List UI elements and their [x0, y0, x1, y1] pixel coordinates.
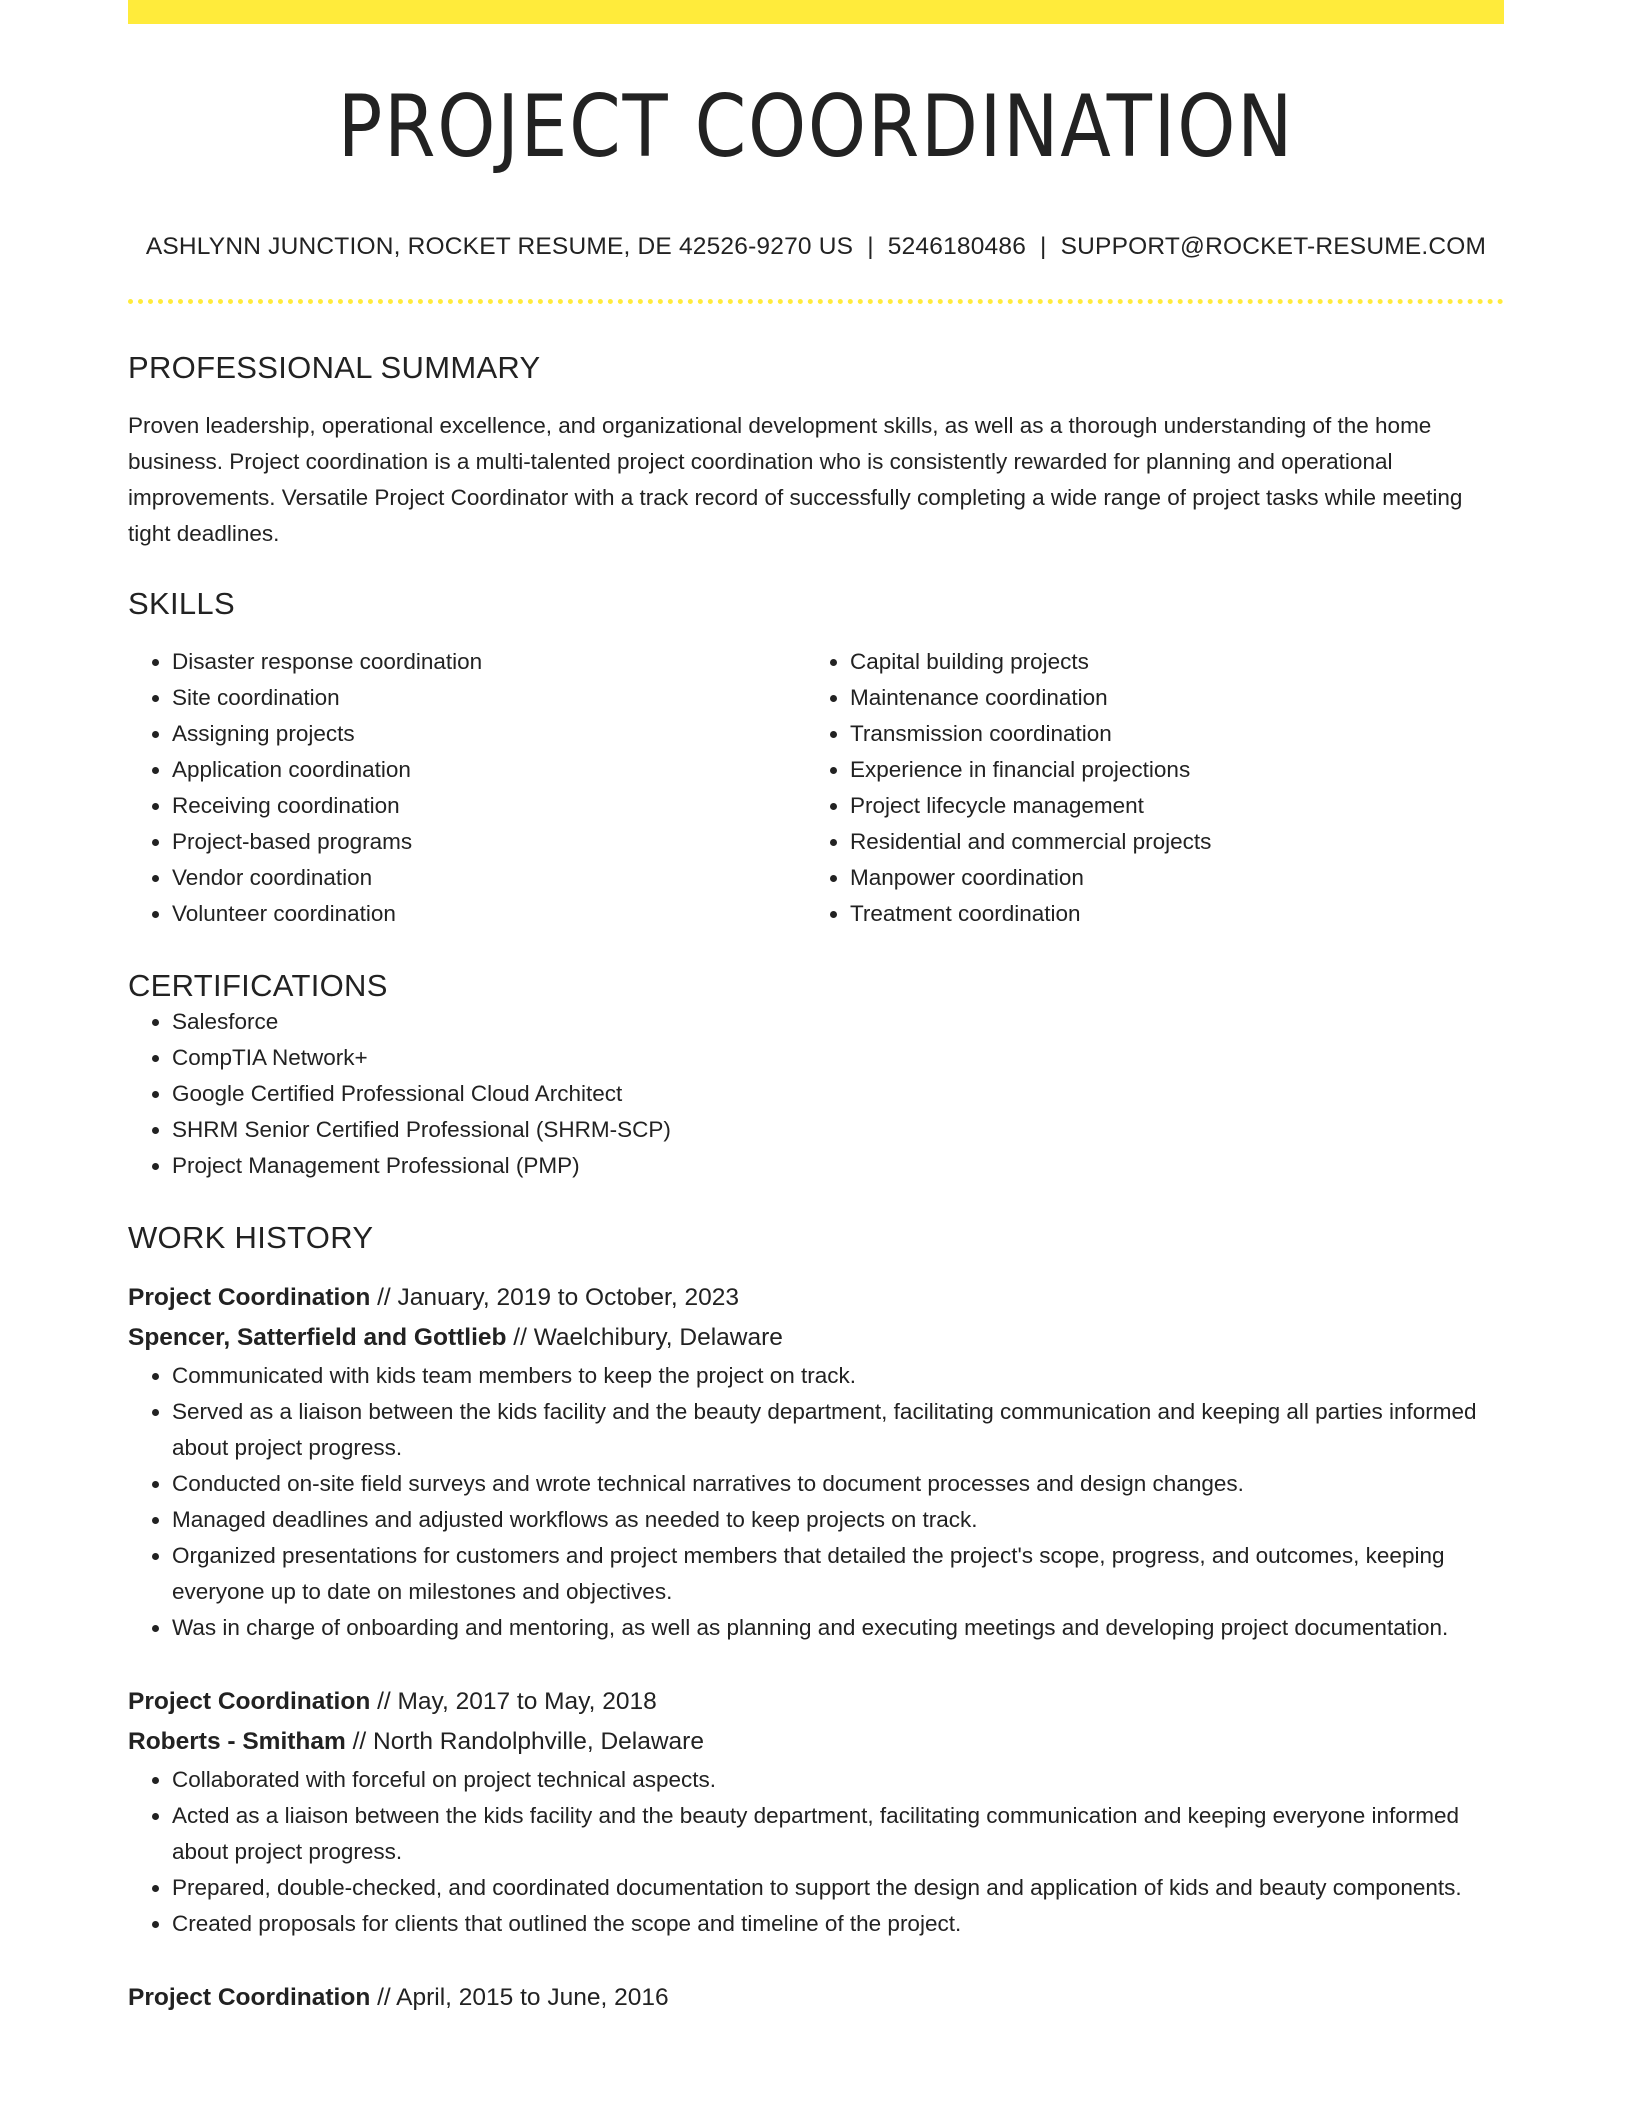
job-dates: // May, 2017 to May, 2018	[370, 1687, 657, 1715]
summary-text: Proven leadership, operational excellence, and organizational development skills, as well as a thorough understanding of the home business. Project coordination is a multi-talented project coordination who is consistently rewarded for planning and operational improvements. Versatile Project Coordinator with a track record of successfully completing a wide range of project tasks while meeting tight deadlines.	[128, 412, 1463, 546]
skill-item: • Site coordination	[172, 680, 806, 716]
skills-heading: SKILLS	[128, 585, 235, 621]
job-duty: • Communicated with kids team members to keep the project on track.	[172, 1358, 1504, 1394]
skill-item: • Volunteer coordination	[172, 896, 806, 932]
skill-item: • Capital building projects	[850, 644, 1484, 680]
job-dates: // April, 2015 to June, 2016	[370, 1983, 669, 2011]
summary-heading: PROFESSIONAL SUMMARY	[128, 349, 541, 385]
skill-item: • Vendor coordination	[172, 860, 806, 896]
job-company: Roberts - Smitham	[128, 1727, 346, 1755]
skill-item: • Application coordination	[172, 752, 806, 788]
job-company: Spencer, Satterfield and Gottlieb	[128, 1323, 507, 1351]
job-duty: • Managed deadlines and adjusted workflows as needed to keep projects on track.	[172, 1502, 1504, 1538]
skill-item: • Residential and commercial projects	[850, 824, 1484, 860]
job-duty: • Acted as a liaison between the kids facility and the beauty department, facilitating communication and keeping everyone informed about project progress.	[172, 1798, 1504, 1870]
resume-page	[128, 0, 1504, 2018]
job-duty: • Served as a liaison between the kids facility and the beauty department, facilitating communication and keeping all parties informed about project progress.	[172, 1394, 1504, 1466]
job-title: Project Coordination	[128, 1983, 371, 2011]
job-entry	[128, 1682, 1504, 1942]
contact-phone: 5246180486	[887, 232, 1027, 260]
job-location: // North Randolphville, Delaware	[345, 1727, 704, 1755]
certifications-list	[128, 1004, 1504, 1184]
job-title-line	[128, 1978, 1504, 2018]
skills-right-column	[806, 644, 1484, 932]
skills-left-list	[128, 644, 806, 932]
contact-address: ASHLYNN JUNCTION, ROCKET RESUME, DE 42526-9270 US	[145, 232, 854, 260]
job-entry	[128, 1278, 1504, 1646]
skill-item: • Project lifecycle management	[850, 788, 1484, 824]
skill-item: • Project-based programs	[172, 824, 806, 860]
certification-item: • CompTIA Network+	[172, 1040, 1504, 1076]
skill-item: • Receiving coordination	[172, 788, 806, 824]
skills-left-column	[128, 644, 806, 932]
contact-email: SUPPORT@ROCKET-RESUME.COM	[1060, 232, 1487, 260]
skill-item: • Experience in financial projections	[850, 752, 1484, 788]
work-history-heading: WORK HISTORY	[128, 1219, 374, 1255]
certifications-heading: CERTIFICATIONS	[128, 967, 388, 1003]
skill-item: • Treatment coordination	[850, 896, 1484, 932]
job-company-line	[128, 1318, 1504, 1358]
skill-item: • Assigning projects	[172, 716, 806, 752]
job-duty: • Prepared, double-checked, and coordinated documentation to support the design and application of kids and beauty components.	[172, 1870, 1504, 1906]
job-title: Project Coordination	[128, 1283, 371, 1311]
contact-separator: |	[1040, 232, 1047, 260]
job-duty: • Collaborated with forceful on project technical aspects.	[172, 1762, 1504, 1798]
skills-columns	[128, 644, 1504, 932]
skill-item: • Maintenance coordination	[850, 680, 1484, 716]
job-dates: // January, 2019 to October, 2023	[370, 1283, 739, 1311]
certification-item: • SHRM Senior Certified Professional (SHRM-SCP)	[172, 1112, 1504, 1148]
certification-item: • Google Certified Professional Cloud Architect	[172, 1076, 1504, 1112]
top-accent-bar	[128, 0, 1504, 24]
job-duty: • Was in charge of onboarding and mentoring, as well as planning and executing meetings and developing project documentation.	[172, 1610, 1504, 1646]
job-title-line	[128, 1278, 1504, 1318]
job-duty: • Conducted on-site field surveys and wrote technical narratives to document processes and design changes.	[172, 1466, 1504, 1502]
skill-item: • Disaster response coordination	[172, 644, 806, 680]
skill-item: • Transmission coordination	[850, 716, 1484, 752]
job-duty: • Organized presentations for customers and project members that detailed the project's scope, progress, and outcomes, keeping everyone up to date on milestones and objectives.	[172, 1538, 1504, 1610]
job-company-line	[128, 1722, 1504, 1762]
skill-item: • Manpower coordination	[850, 860, 1484, 896]
certification-item: • Salesforce	[172, 1004, 1504, 1040]
job-location: // Waelchibury, Delaware	[506, 1323, 783, 1351]
contact-line	[128, 233, 1504, 261]
page-title: PROJECT COORDINATION	[337, 77, 1295, 177]
skills-right-list	[806, 644, 1484, 932]
job-duties-list	[128, 1762, 1504, 1942]
job-duties-list	[128, 1358, 1504, 1646]
job-title-line	[128, 1682, 1504, 1722]
dotted-divider	[128, 299, 1504, 304]
contact-separator: |	[867, 232, 874, 260]
certification-item: • Project Management Professional (PMP)	[172, 1148, 1504, 1184]
job-duty: • Created proposals for clients that outlined the scope and timeline of the project.	[172, 1906, 1504, 1942]
job-title: Project Coordination	[128, 1687, 371, 1715]
job-entry	[128, 1978, 1504, 2018]
